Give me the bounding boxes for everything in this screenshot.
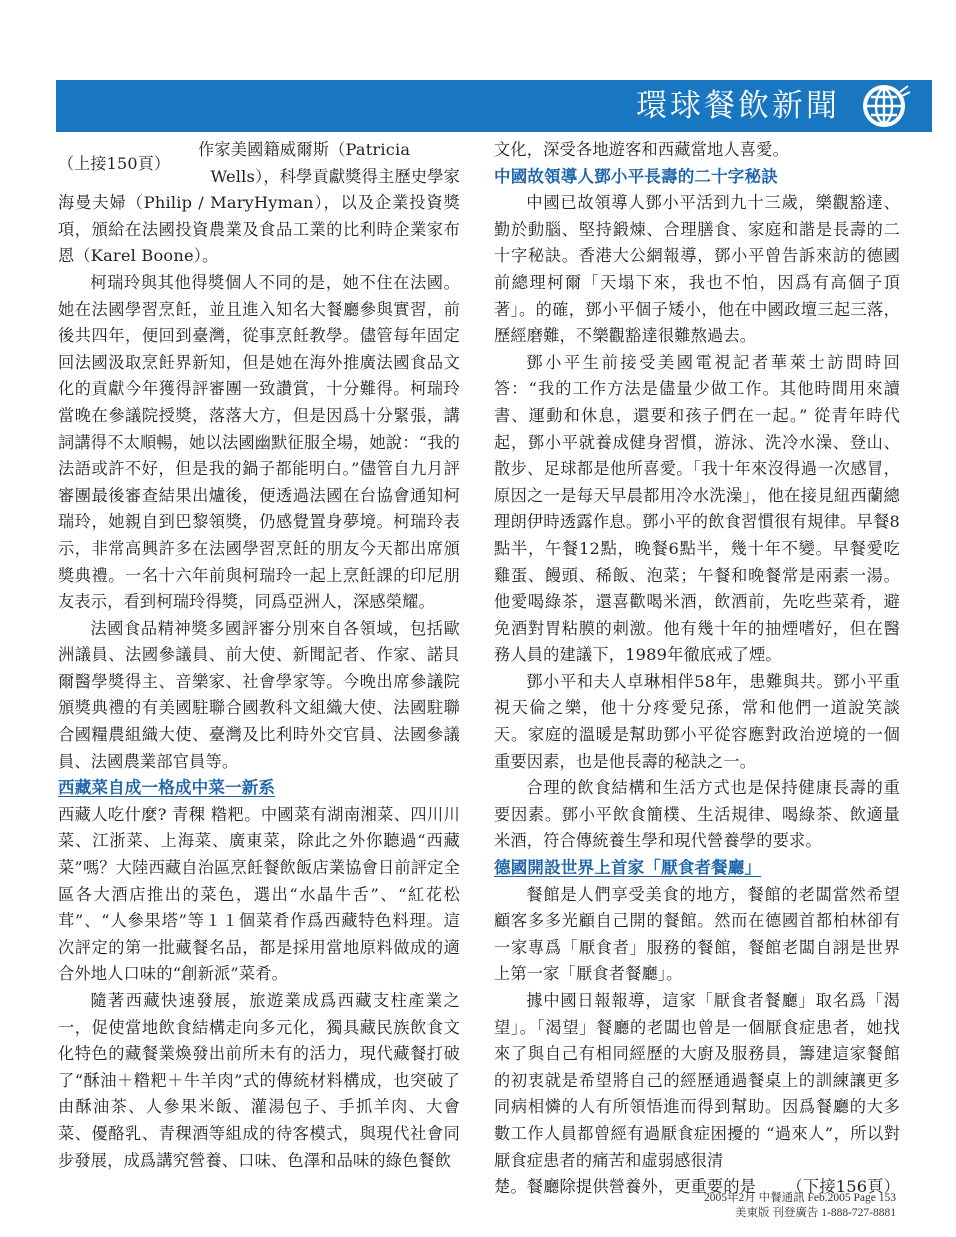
paragraph: 據中國日報報導，這家「厭食者餐廳」取名爲「渴望」。「渴望」餐廳的老闆也曾是一個厭食症患者，她找來了與自己有相同經歷的大廚及服務員，籌建這家餐館的初衷就是希望將自己的經歷通過餐桌上的訓練讓更多同病相憐的人有所領悟進而得到幫助。因爲餐廳的大多數工作人員都曾經有過厭食症困擾的 “過來人”，所以對厭食症患者的痛苦和虛弱感很清: [494, 991, 900, 1170]
footer-issue-line: 2005年2月 中餐通訊 Feb.2005 Page 153: [704, 1192, 896, 1204]
paragraph: 法國食品精神獎多國評審分別來自各領域，包括歐洲議員、法國參議員、前大使、新聞記者、作家、諾貝爾醫學獎得主、音樂家、社會學家等。今晚出席參議院頒獎典禮的有美國駐聯合國教科文組織大使、法國駐聯合國糧農組織大使、臺灣及比利時外交官員、法國參議員、法國農業部官員等。: [58, 618, 460, 771]
article-headline: 中國故領導人鄧小平長壽的二十字秘訣: [494, 166, 778, 186]
globe-logo-icon: [860, 82, 912, 130]
intro-line-1: 作家美國籍威爾斯（Patricia: [198, 140, 411, 159]
paragraph: 中國已故領導人鄧小平活到九十三歲，樂觀豁達、勤於動腦、堅持鍛煉、合理膳食、家庭和諧是長壽的二十字秘訣。香港大公網報導，鄧小平曾告訴來訪的德國前總理柯爾「天塌下來，我也不怕，因爲有高個子頂著」。的確，鄧小平個子矮小，他在中國政壇三起三落，歷經磨難，不樂觀豁達很難熬過去。: [494, 193, 900, 346]
page-footer: [704, 1191, 896, 1221]
paragraph: 海曼夫婦（Philip / MaryHyman），以及企業投資獎項，頒給在法國投資農業及食品工業的比利時企業家布恩（Karel Boone）。: [58, 193, 460, 266]
footer-ad-line: 美東版 刊登廣告 1-888-727-8881: [735, 1207, 896, 1219]
paragraph: 鄧小平生前接受美國電視記者華萊士訪問時回答：“我的工作方法是儘量少做工作。其他時間用來讀書、運動和休息，還要和孩子們在一起。” 從青年時代起，鄧小平就養成健身習慣，游泳、洗冷水澡、登山、散步、足球都是他所喜愛。「我十年來沒得過一次感冒，原因之一是每天早晨都用冷水洗澡」，他在接見紐西蘭總理朗伊時透露作息。鄧小平的飲食習慣很有規律。早餐8點半，午餐12點，晚餐6點半，幾十年不變。早餐愛吃雞蛋、饅頭、稀飯、泡菜；午餐和晚餐常是兩素一湯。他愛喝綠茶，還喜歡喝米酒，飲酒前，先吃些菜肴，避免酒對胃粘膜的刺激。他有幾十年的抽煙嗜好，但在醫務人員的建議下，1989年徹底戒了煙。: [494, 352, 900, 665]
continued-to-label: （下接156頁）: [786, 1177, 900, 1197]
paragraph: 隨著西藏快速發展，旅遊業成爲西藏支柱產業之一，促使當地飲食結構走向多元化，獨具藏民族飲食文化特色的藏餐業煥發出前所未有的活力，現代藏餐打破了“酥油＋糌粑＋牛羊肉”式的傳統材料構成，也突破了由酥油茶、人參果米飯、灌湯包子、手抓羊肉、大會菜、優酪乳、青稞酒等組成的待客模式，與現代社會同步發展，成爲講究營養、口味、色澤和品味的綠色餐飲: [58, 991, 460, 1170]
section-banner: [56, 80, 932, 132]
article-headline: 德國開設世界上首家「厭食者餐廳」: [494, 858, 762, 878]
intro-text: [198, 137, 460, 190]
right-column: [494, 137, 900, 1201]
paragraph: 柯瑞玲與其他得獎個人不同的是，她不住在法國。她在法國學習烹飪，並且進入知名大餐廳參與實習，前後共四年，便回到臺灣，從事烹飪教學。儘管每年固定回法國汲取烹飪界新知，但是她在海外推廣法國食品文化的貢獻今年獲得評審團一致讚賞，十分難得。柯瑞玲當晚在參議院授獎，落落大方，但是因爲十分緊張，講詞講得不太順暢，她以法國幽默征服全場，她說：“我的法語或許不好，但是我的鍋子都能明白。”儘管自九月評審團最後審查結果出爐後，便透過法國在台協會通知柯瑞玲，她親自到巴黎領獎，仍感覺置身夢境。柯瑞玲表示，非常高興許多在法國學習烹飪的朋友今天都出席頒獎典禮。一名十六年前與柯瑞玲一起上烹飪課的印尼朋友表示，看到柯瑞玲得獎，同爲亞洲人，深感榮耀。: [58, 272, 460, 612]
continued-from-label: （上接150頁）: [58, 154, 171, 173]
article-headline: 西藏菜自成一格成中菜一新系: [58, 778, 276, 798]
left-column: [58, 137, 460, 1174]
paragraph: 合理的飲食結構和生活方式也是保持健康長壽的重要因素。鄧小平飲食簡樸、生活規律、喝綠茶、飲適量米酒，符合傳統養生學和現代營養學的要求。: [494, 778, 900, 851]
paragraph: 文化，深受各地遊客和西藏當地人喜愛。: [494, 140, 789, 159]
intro-block: [58, 137, 460, 190]
section-title: 環球餐飲新聞: [636, 88, 840, 124]
paragraph: 西藏人吃什麼? 青稞 糌粑。中國菜有湖南湘菜、四川川菜、江浙菜、上海菜、廣東菜，除此之外你聽過“西藏菜”嗎？大陸西藏自治區烹飪餐飲飯店業協會日前評定全區各大酒店推出的菜色，選出“水晶牛舌”、“紅花松茸”、“人參果塔”等１１個菜肴作爲西藏特色料理。這次評定的第一批藏餐名品，都是採用當地原料做成的適合外地人口味的“創新派”菜肴。: [58, 804, 460, 984]
paragraph: 餐館是人們享受美食的地方，餐館的老闆當然希望顧客多多光顧自己開的餐館。然而在德國首都柏林卻有一家專爲「厭食者」服務的餐館，餐館老闆自詡是世界上第一家「厭食者餐廳」。: [494, 884, 900, 984]
intro-line-2: Wells），科學貢獻獎得主歷史學家: [210, 166, 460, 186]
paragraph: 鄧小平和夫人卓琳相伴58年，患難與共。鄧小平重視天倫之樂，他十分疼愛兒孫，常和他們一道說笑談天。家庭的溫暖是幫助鄧小平從容應對政治逆境的一個重要因素，也是他長壽的秘訣之一。: [494, 671, 900, 771]
paragraph-end: 楚。餐廳除提供營養外，更重要的是: [494, 1177, 757, 1197]
